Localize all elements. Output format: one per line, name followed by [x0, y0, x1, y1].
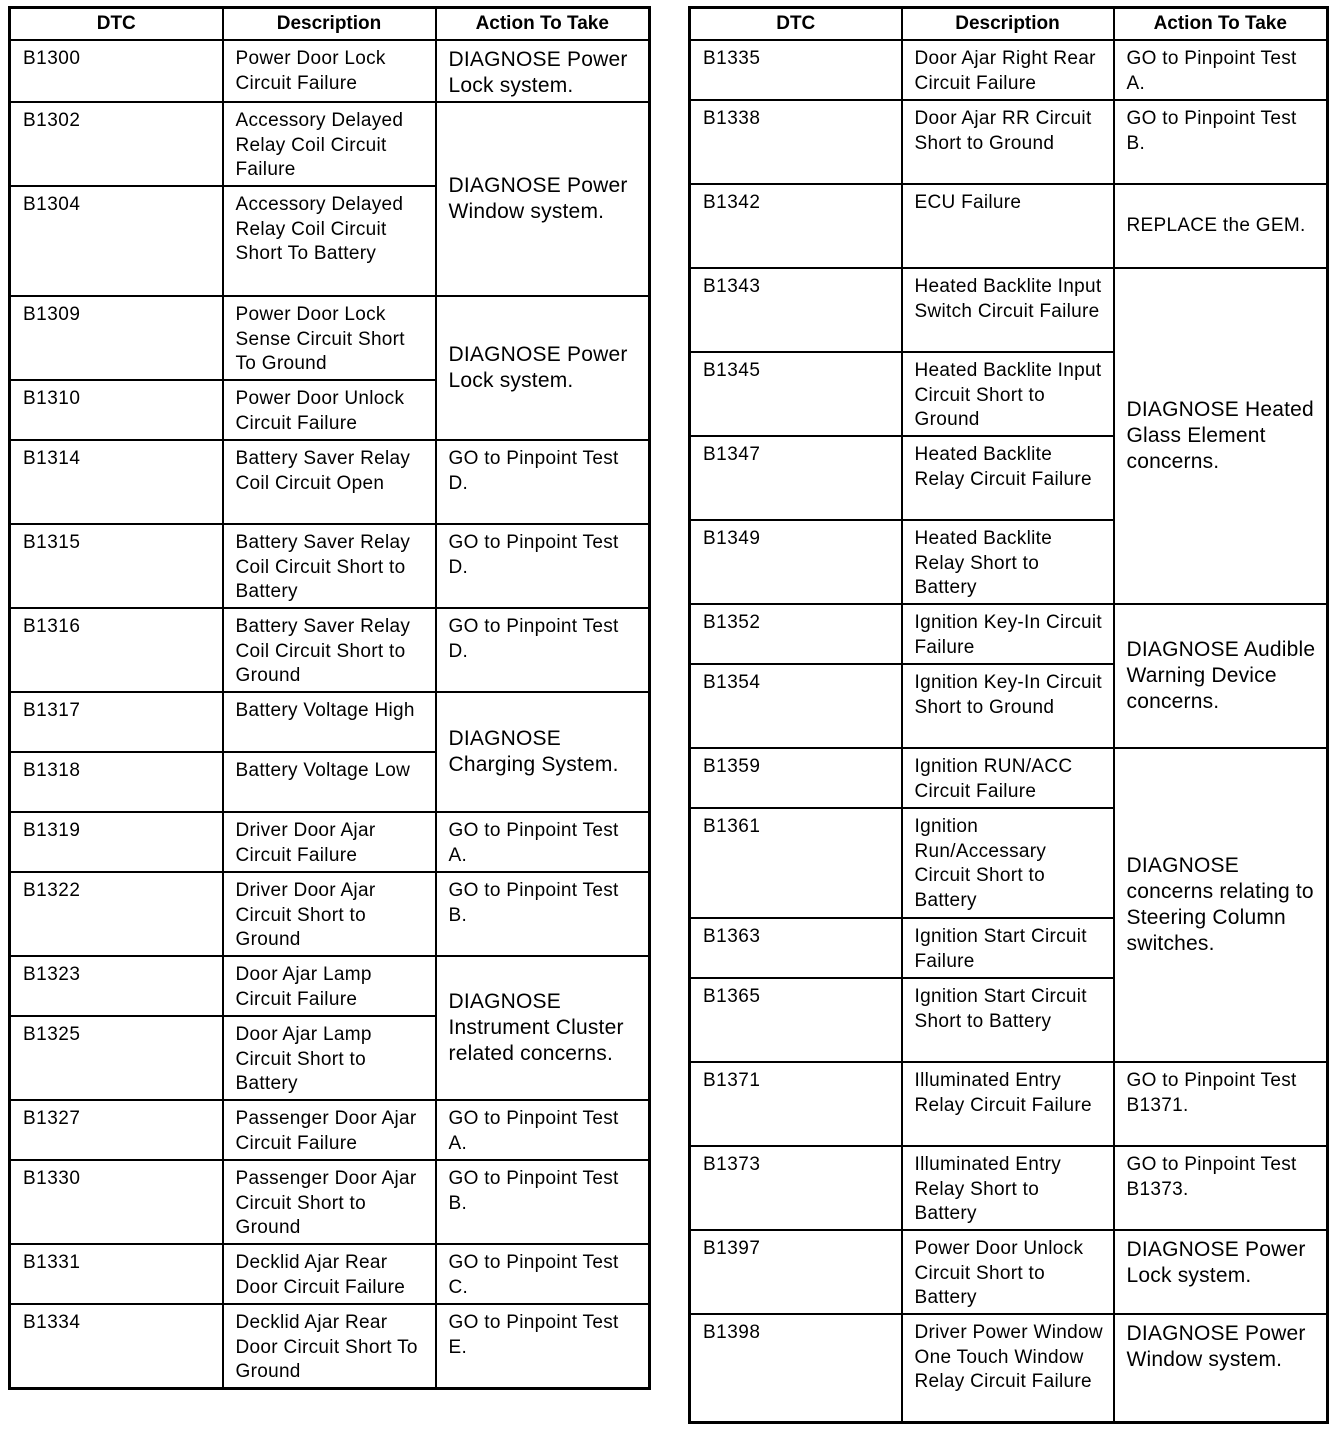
dtc-code: B1314	[10, 440, 223, 524]
header-description: Description	[902, 8, 1114, 41]
dtc-code: B1397	[690, 1230, 902, 1314]
table-row	[10, 692, 650, 752]
dtc-code: B1343	[690, 268, 902, 352]
table-row	[10, 296, 650, 380]
dtc-action: GO to Pinpoint Test A.	[436, 1100, 650, 1160]
dtc-code: B1365	[690, 978, 902, 1062]
dtc-code: B1345	[690, 352, 902, 436]
table-row	[10, 440, 650, 524]
dtc-description: Door Ajar Lamp Circuit Short to Battery	[223, 1016, 436, 1100]
table-row	[10, 102, 650, 186]
dtc-description: Ignition Key-In Circuit Failure	[902, 604, 1114, 664]
dtc-table-right	[688, 6, 1329, 1424]
dtc-description: Ignition Run/Accessary Circuit Short to Battery	[902, 808, 1114, 918]
header-dtc: DTC	[10, 8, 223, 41]
dtc-code: B1315	[10, 524, 223, 608]
dtc-action: DIAGNOSE Power Lock system.	[1114, 1230, 1328, 1314]
dtc-action: GO to Pinpoint Test D.	[436, 524, 650, 608]
table-row	[690, 748, 1328, 808]
table-row	[690, 1146, 1328, 1230]
dtc-table-left	[8, 6, 651, 1390]
dtc-code: B1304	[10, 186, 223, 296]
dtc-description: Driver Power Window One Touch Window Relay Circuit Failure	[902, 1314, 1114, 1422]
dtc-action: REPLACE the GEM.	[1114, 184, 1328, 268]
dtc-code: B1349	[690, 520, 902, 604]
dtc-description: Power Door Lock Circuit Failure	[223, 40, 436, 102]
table-row	[690, 604, 1328, 664]
dtc-code: B1347	[690, 436, 902, 520]
dtc-description: Power Door Unlock Circuit Failure	[223, 380, 436, 440]
header-row	[10, 8, 650, 41]
dtc-action: DIAGNOSE Instrument Cluster related concerns.	[436, 956, 650, 1100]
dtc-rows-left	[10, 40, 650, 1388]
table-row	[10, 1100, 650, 1160]
dtc-action: GO to Pinpoint Test B.	[1114, 100, 1328, 184]
dtc-description: Ignition RUN/ACC Circuit Failure	[902, 748, 1114, 808]
dtc-code: B1322	[10, 872, 223, 956]
dtc-code: B1354	[690, 664, 902, 748]
header-row	[690, 8, 1328, 41]
dtc-code: B1352	[690, 604, 902, 664]
dtc-description: Heated Backlite Input Switch Circuit Failure	[902, 268, 1114, 352]
dtc-code: B1302	[10, 102, 223, 186]
dtc-description: Illuminated Entry Relay Short to Battery	[902, 1146, 1114, 1230]
dtc-code: B1398	[690, 1314, 902, 1422]
dtc-code: B1310	[10, 380, 223, 440]
dtc-description: Passenger Door Ajar Circuit Short to Ground	[223, 1160, 436, 1244]
dtc-description: Decklid Ajar Rear Door Circuit Failure	[223, 1244, 436, 1304]
dtc-code: B1373	[690, 1146, 902, 1230]
dtc-description: Door Ajar RR Circuit Short to Ground	[902, 100, 1114, 184]
dtc-action: GO to Pinpoint Test B.	[436, 1160, 650, 1244]
dtc-action: GO to Pinpoint Test A.	[436, 812, 650, 872]
dtc-description: Driver Door Ajar Circuit Short to Ground	[223, 872, 436, 956]
header-action: Action To Take	[436, 8, 650, 41]
dtc-description: Ignition Start Circuit Failure	[902, 918, 1114, 978]
header-description: Description	[223, 8, 436, 41]
table-row	[690, 268, 1328, 352]
dtc-description: Battery Saver Relay Coil Circuit Short to Ground	[223, 608, 436, 692]
dtc-code: B1335	[690, 40, 902, 100]
table-row	[690, 1062, 1328, 1146]
table-row	[10, 956, 650, 1016]
dtc-action: GO to Pinpoint Test D.	[436, 608, 650, 692]
table-row	[10, 812, 650, 872]
dtc-description: Door Ajar Lamp Circuit Failure	[223, 956, 436, 1016]
table-row	[690, 40, 1328, 100]
dtc-code: B1371	[690, 1062, 902, 1146]
dtc-code: B1300	[10, 40, 223, 102]
dtc-action: DIAGNOSE Power Lock system.	[436, 40, 650, 102]
dtc-action: GO to Pinpoint Test B1371.	[1114, 1062, 1328, 1146]
dtc-action: DIAGNOSE Power Window system.	[436, 102, 650, 296]
dtc-action: DIAGNOSE Charging System.	[436, 692, 650, 812]
dtc-description: Door Ajar Right Rear Circuit Failure	[902, 40, 1114, 100]
dtc-code: B1331	[10, 1244, 223, 1304]
dtc-code: B1363	[690, 918, 902, 978]
dtc-code: B1325	[10, 1016, 223, 1100]
dtc-description: Illuminated Entry Relay Circuit Failure	[902, 1062, 1114, 1146]
table-row	[10, 608, 650, 692]
table-row	[690, 100, 1328, 184]
dtc-description: Heated Backlite Relay Short to Battery	[902, 520, 1114, 604]
dtc-code: B1316	[10, 608, 223, 692]
dtc-description: Passenger Door Ajar Circuit Failure	[223, 1100, 436, 1160]
dtc-description: Decklid Ajar Rear Door Circuit Short To Ground	[223, 1304, 436, 1388]
dtc-description: Accessory Delayed Relay Coil Circuit Failure	[223, 102, 436, 186]
table-row	[10, 524, 650, 608]
dtc-description: Battery Saver Relay Coil Circuit Open	[223, 440, 436, 524]
dtc-action: DIAGNOSE concerns relating to Steering Column switches.	[1114, 748, 1328, 1062]
table-row	[10, 872, 650, 956]
table-row	[10, 1244, 650, 1304]
dtc-action: DIAGNOSE Heated Glass Element concerns.	[1114, 268, 1328, 604]
dtc-action: DIAGNOSE Power Window system.	[1114, 1314, 1328, 1422]
dtc-action: GO to Pinpoint Test B.	[436, 872, 650, 956]
dtc-code: B1317	[10, 692, 223, 752]
dtc-code: B1327	[10, 1100, 223, 1160]
dtc-action: DIAGNOSE Power Lock system.	[436, 296, 650, 440]
dtc-action: GO to Pinpoint Test A.	[1114, 40, 1328, 100]
dtc-code: B1330	[10, 1160, 223, 1244]
dtc-code: B1319	[10, 812, 223, 872]
table-row	[10, 40, 650, 102]
table-row	[10, 1160, 650, 1244]
dtc-description: Accessory Delayed Relay Coil Circuit Short To Battery	[223, 186, 436, 296]
dtc-action: GO to Pinpoint Test C.	[436, 1244, 650, 1304]
dtc-description: Battery Voltage Low	[223, 752, 436, 812]
dtc-description: Heated Backlite Input Circuit Short to Ground	[902, 352, 1114, 436]
dtc-action: GO to Pinpoint Test E.	[436, 1304, 650, 1388]
dtc-code: B1338	[690, 100, 902, 184]
dtc-action: GO to Pinpoint Test D.	[436, 440, 650, 524]
table-row	[690, 184, 1328, 268]
table-row	[690, 1314, 1328, 1422]
dtc-description: Driver Door Ajar Circuit Failure	[223, 812, 436, 872]
dtc-code: B1342	[690, 184, 902, 268]
dtc-action: DIAGNOSE Audible Warning Device concerns.	[1114, 604, 1328, 748]
header-dtc: DTC	[690, 8, 902, 41]
dtc-code: B1359	[690, 748, 902, 808]
table-row	[10, 1304, 650, 1388]
dtc-code: B1334	[10, 1304, 223, 1388]
dtc-description: Heated Backlite Relay Circuit Failure	[902, 436, 1114, 520]
table-row	[690, 1230, 1328, 1314]
header-action: Action To Take	[1114, 8, 1328, 41]
dtc-description: Power Door Lock Sense Circuit Short To Ground	[223, 296, 436, 380]
dtc-rows-right	[690, 40, 1328, 1422]
dtc-description: Ignition Start Circuit Short to Battery	[902, 978, 1114, 1062]
dtc-description: Battery Saver Relay Coil Circuit Short to Battery	[223, 524, 436, 608]
dtc-code: B1318	[10, 752, 223, 812]
dtc-code: B1361	[690, 808, 902, 918]
dtc-code: B1309	[10, 296, 223, 380]
dtc-description: Power Door Unlock Circuit Short to Battery	[902, 1230, 1114, 1314]
dtc-description: Battery Voltage High	[223, 692, 436, 752]
dtc-description: Ignition Key-In Circuit Short to Ground	[902, 664, 1114, 748]
dtc-action: GO to Pinpoint Test B1373.	[1114, 1146, 1328, 1230]
dtc-code: B1323	[10, 956, 223, 1016]
dtc-description: ECU Failure	[902, 184, 1114, 268]
